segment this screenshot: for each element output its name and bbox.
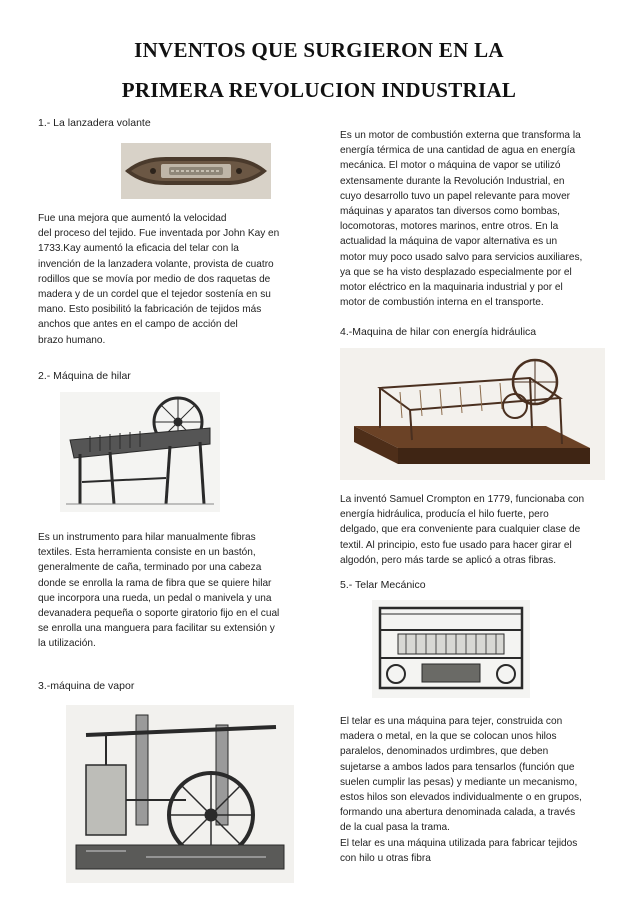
text-line: actualidad la máquina de vapor alternativa es un	[340, 236, 558, 248]
text-line: rodillos que se movía por medio de dos raquetas de	[38, 273, 271, 285]
text-line: mecánica. El motor o máquina de vapor se utilizó	[340, 160, 561, 172]
text-line: sujetarse a ambos lados para tensarlos (función que	[340, 761, 575, 773]
paragraph-lanzadera	[38, 211, 279, 348]
steam-engine-image	[66, 705, 294, 883]
heading-lanzadera: 1.- La lanzadera volante	[38, 117, 151, 129]
text-line: 1733.Kay aumentó la eficacia del telar con la	[38, 243, 239, 255]
text-line: mano. Esto posibilitó la fabricación de tejidos más	[38, 304, 262, 316]
title-line-2: PRIMERA REVOLUCION INDUSTRIAL	[121, 78, 517, 102]
text-line: textiles. Esta herramienta consiste en un bastón,	[38, 547, 256, 559]
flying-shuttle-image	[121, 143, 271, 199]
text-line: motor muy poco usado salvo para servicios auxiliares,	[340, 251, 583, 263]
text-line: madera y de un cordel que el tejedor sostenía en su	[38, 289, 271, 301]
text-line: locomotoras, motores marinos, entre otros. En la	[340, 221, 559, 233]
spinning-machine-image	[60, 392, 220, 512]
text-line: del proceso del tejido. Fue inventada por John Kay en	[38, 228, 280, 240]
text-line: suelen cumplir las pesas) y mediante un mecanismo,	[340, 776, 578, 788]
text-line: extensamente durante la Revolución Industrial, en	[340, 175, 565, 187]
text-line: máquinas y aparatos tan diversos como bombas,	[340, 206, 560, 218]
text-line: energía térmica de una cantidad de agua en energía	[340, 145, 576, 157]
text-line: cuyo desarrollo tuvo un papel relevante para mover	[340, 190, 571, 202]
heading-hidraulica: 4.-Maquina de hilar con energía hidráulica	[340, 326, 537, 338]
text-line: Es un motor de combustión externa que transforma la	[340, 130, 581, 141]
water-frame-image	[340, 348, 605, 480]
paragraph-hidraulica	[340, 492, 584, 568]
text-line: invención de la lanzadera volante, provista de cuatro	[38, 258, 274, 270]
paragraph-vapor	[340, 128, 582, 310]
text-line: donde se enrolla la rama de fibra que se quiere hilar	[38, 577, 272, 589]
text-line: con hilo u otras fibra	[340, 852, 431, 864]
text-line: El telar es una máquina utilizada para fabricar tejidos	[340, 837, 578, 849]
text-line: ya que se ha visto desplazado especialmente por el	[340, 266, 572, 278]
text-line: estos hilos son elevados individualmente o en grupos,	[340, 792, 582, 804]
text-line: formando una abertura denominada calada, a través	[340, 807, 576, 819]
text-line: generalmente de caña, terminado por una cabeza	[38, 562, 262, 574]
text-line: se enrolla una manguera para facilitar su extensión y	[38, 623, 275, 635]
text-line: que incorpora una rueda, un pedal o manivela y una	[38, 592, 272, 604]
paragraph-telar	[340, 714, 582, 866]
text-line: brazo humano.	[38, 334, 106, 346]
heading-hilar: 2.- Máquina de hilar	[38, 370, 131, 382]
text-line: Es un instrumento para hilar manualmente fibras	[38, 532, 256, 543]
text-line: anchos que antes en el campo de acción del	[38, 319, 238, 331]
text-line: motor eléctrico en la maquinaria industrial y por el	[340, 282, 563, 294]
mechanical-loom-image	[372, 600, 530, 698]
text-line: textil. Al principio, esto fue usado para hacer girar el	[340, 539, 572, 551]
heading-vapor: 3.-máquina de vapor	[38, 680, 135, 692]
text-line: El telar es una máquina para tejer, construida con	[340, 716, 563, 727]
text-line: madera o metal, en la que se colocan unos hilos	[340, 731, 557, 743]
text-line: de la cual pasa la trama.	[340, 822, 450, 834]
text-line: motor de combustión interna en el transporte.	[340, 297, 544, 309]
title-line-1: INVENTOS QUE SURGIERON EN LA	[134, 38, 504, 62]
text-line: paralelos, denominados urdimbres, que deben	[340, 746, 549, 758]
text-line: la utilización.	[38, 638, 96, 650]
text-line: devanadera pequeña o soporte giratorio fijo en el cual	[38, 608, 280, 620]
text-line: delgado, que era conveniente para cualquier clase de	[340, 524, 581, 536]
heading-telar: 5.- Telar Mecánico	[340, 579, 426, 591]
text-line: Fue una mejora que aumentó la velocidad	[38, 213, 227, 224]
text-line: algodón, pero más tarde se aplicó a otras fibras.	[340, 554, 557, 566]
text-line: energía hidráulica, producía el hilo fuerte, pero	[340, 509, 549, 521]
paragraph-hilar	[38, 530, 279, 652]
text-line: La inventó Samuel Crompton en 1779, funcionaba con	[340, 494, 585, 505]
